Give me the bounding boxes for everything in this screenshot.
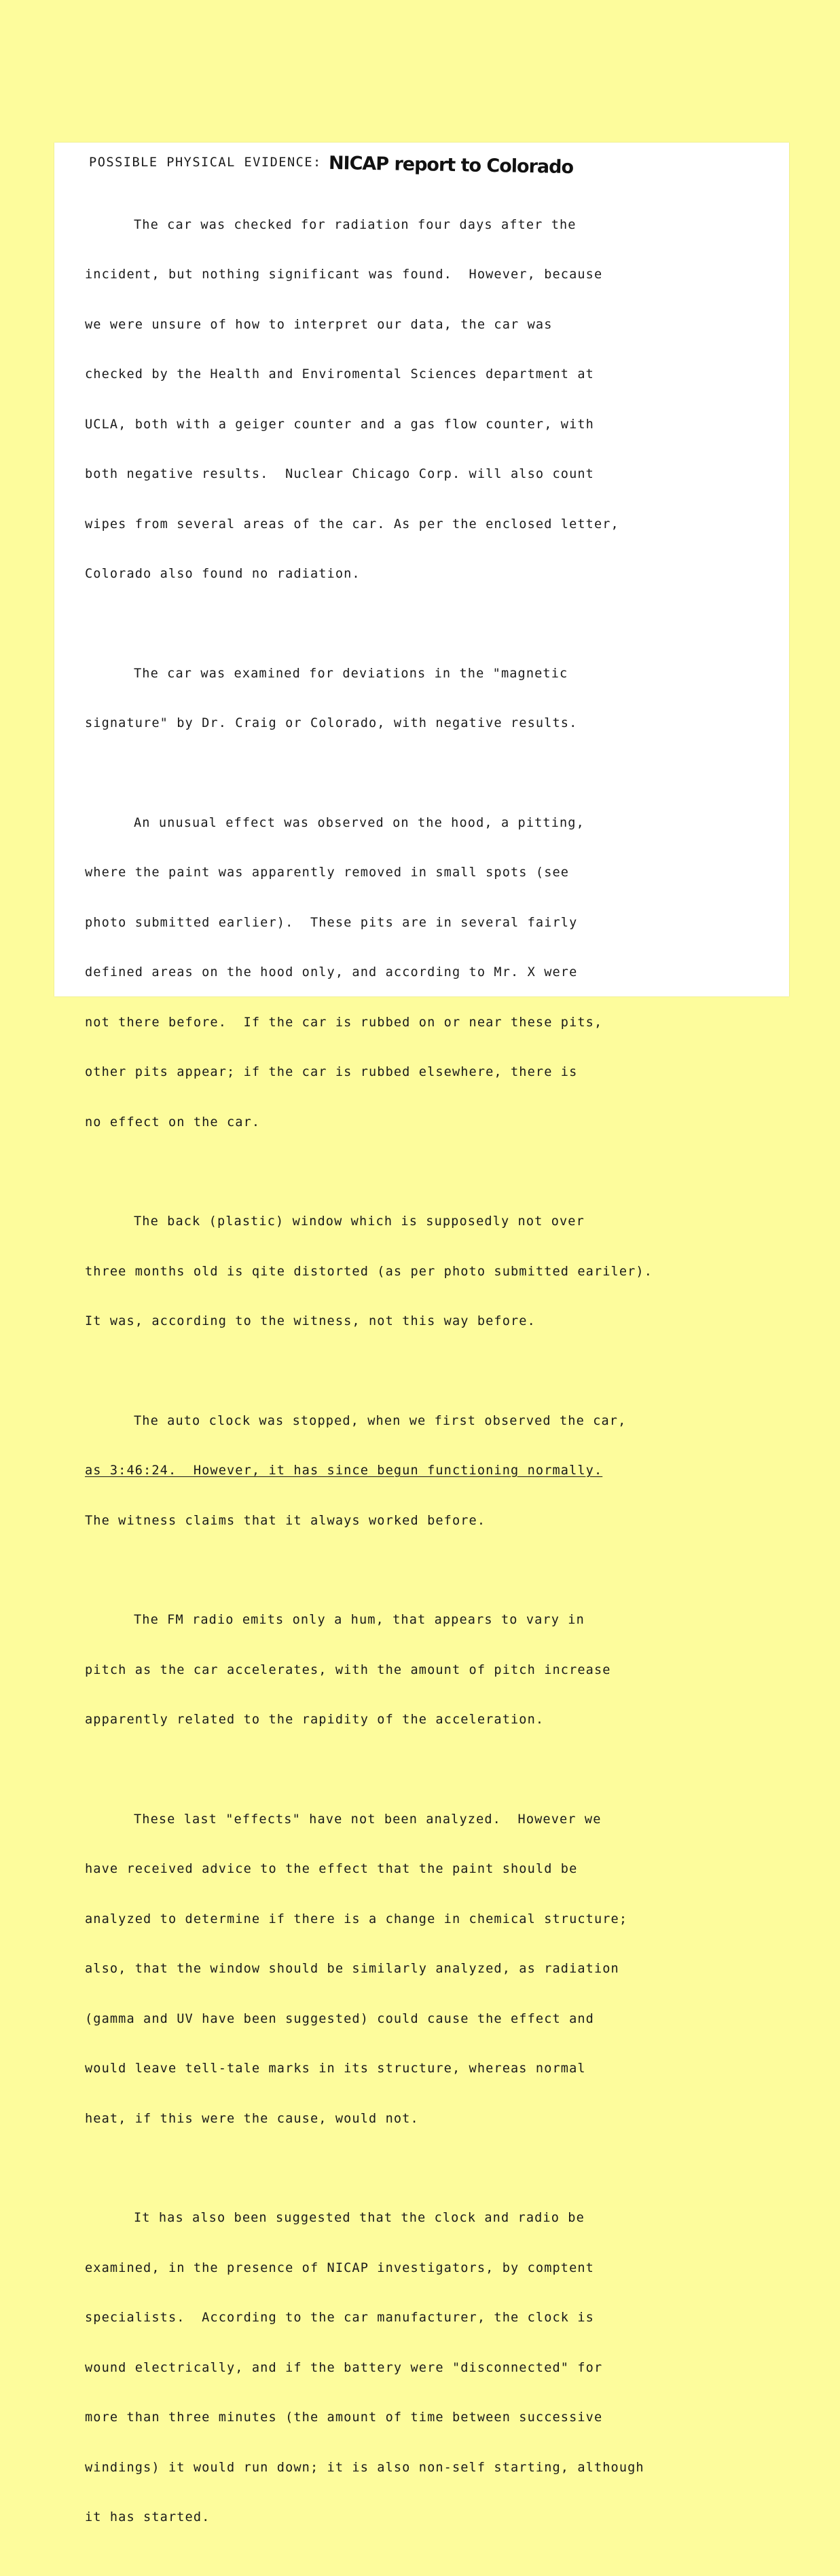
text-line: examined, in the presence of NICAP investigators, by comptent xyxy=(85,2260,594,2275)
text-line: Colorado also found no radiation. xyxy=(85,567,361,581)
paragraph-clock xyxy=(85,1380,771,1563)
text-line: pitch as the car accelerates, with the amount of pitch increase xyxy=(85,1662,611,1677)
text-line: both negative results. Nuclear Chicago Corp. will also count xyxy=(85,467,594,481)
text-line: checked by the Health and Enviromental Sciences department at xyxy=(85,367,594,381)
text-line: defined areas on the hood only, and according to Mr. X were xyxy=(85,965,578,979)
text-line: (gamma and UV have been suggested) could cause the effect and xyxy=(85,2011,594,2026)
text-line: The back (plastic) window which is supposedly not over xyxy=(134,1214,585,1229)
text-line: it has started. xyxy=(85,2510,211,2524)
text-line: An unusual effect was observed on the hood, a pitting, xyxy=(134,815,585,830)
paragraph-pitting xyxy=(85,782,771,1165)
paragraph-radiation xyxy=(85,184,771,616)
text-line: The auto clock was stopped, when we first observed the car, xyxy=(134,1413,627,1428)
text-line: The car was checked for radiation four days after the xyxy=(134,217,577,232)
text-line: other pits appear; if the car is rubbed elsewhere, there is xyxy=(85,1065,578,1079)
text-line: wipes from several areas of the car. As per the enclosed letter, xyxy=(85,517,619,531)
text-line: no effect on the car. xyxy=(85,1115,261,1130)
text-line: would leave tell-tale marks in its structure, whereas normal xyxy=(85,2061,586,2076)
text-line: The witness claims that it always worked before. xyxy=(85,1513,486,1528)
text-line: wound electrically, and if the battery were "disconnected" for xyxy=(85,2360,603,2375)
document-body xyxy=(85,152,771,2576)
handwritten-annotation: NICAP report to Colorado xyxy=(328,152,574,179)
paragraph-specialists xyxy=(85,2177,771,2560)
text-line: The car was examined for deviations in the "magnetic xyxy=(134,666,568,681)
section-heading: POSSIBLE PHYSICAL EVIDENCE: xyxy=(89,155,322,170)
text-line: apparently related to the rapidity of the acceleration. xyxy=(85,1713,545,1727)
paragraph-radio xyxy=(85,1579,771,1762)
text-line: The FM radio emits only a hum, that appears to vary in xyxy=(134,1613,585,1627)
paragraph-analysis xyxy=(85,1778,771,2161)
text-line: heat, if this were the cause, would not. xyxy=(85,2111,419,2126)
text-line: specialists. According to the car manufacturer, the clock is xyxy=(85,2311,594,2325)
text-line: we were unsure of how to interpret our data, the car was xyxy=(85,317,553,332)
text-line: also, that the window should be similarly analyzed, as radiation xyxy=(85,1962,619,1976)
text-line: signature" by Dr. Craig or Colorado, with negative results. xyxy=(85,716,578,730)
paragraph-magnetic xyxy=(85,633,771,766)
text-line: It has also been suggested that the clock and radio be xyxy=(134,2211,585,2225)
heading-row xyxy=(89,152,771,179)
text-line: have received advice to the effect that the paint should be xyxy=(85,1862,578,1876)
text-line: analyzed to determine if there is a change in chemical structure; xyxy=(85,1911,628,1926)
text-line: These last "effects" have not been analyzed. However we xyxy=(134,1812,602,1827)
text-line: It was, according to the witness, not this way before. xyxy=(85,1314,536,1328)
text-line-underlined: as 3:46:24. However, it has since begun functioning normally. xyxy=(85,1463,603,1478)
text-line: incident, but nothing significant was found. However, because xyxy=(85,267,603,282)
text-line: UCLA, both with a geiger counter and a gas flow counter, with xyxy=(85,417,594,432)
text-line: three months old is qite distorted (as per photo submitted eariler). xyxy=(85,1264,653,1279)
text-line: windings) it would run down; it is also non-self starting, although xyxy=(85,2460,644,2475)
document-sheet xyxy=(54,143,789,2524)
text-line: more than three minutes (the amount of time between successive xyxy=(85,2410,603,2425)
text-line: photo submitted earlier). These pits are in several fairly xyxy=(85,915,578,930)
text-line: where the paint was apparently removed in small spots (see xyxy=(85,865,570,880)
text-line: not there before. If the car is rubbed on or near these pits, xyxy=(85,1015,603,1030)
paragraph-window xyxy=(85,1180,771,1364)
